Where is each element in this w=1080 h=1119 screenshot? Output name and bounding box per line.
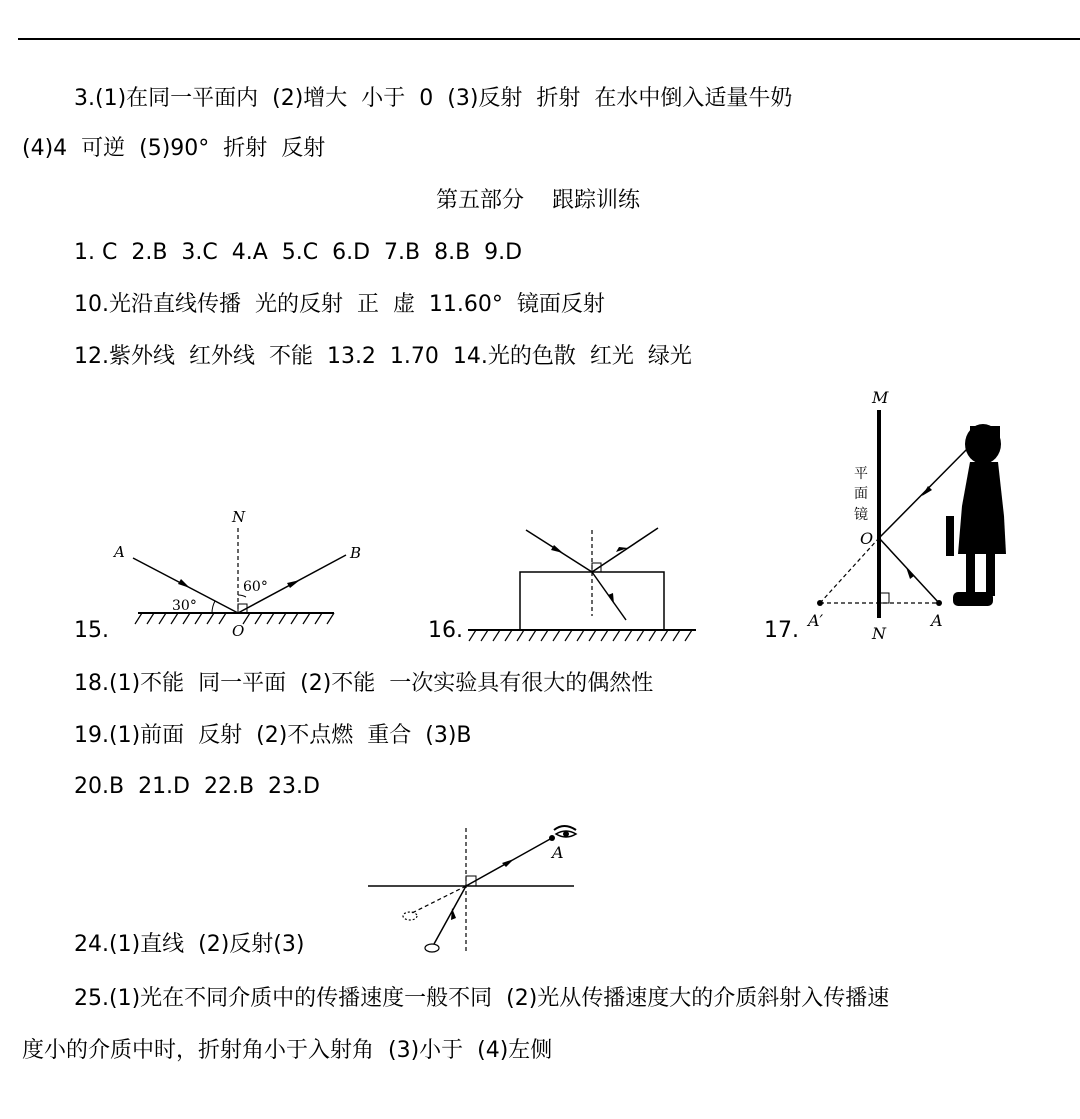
answer-line-10-11: 10.光沿直线传播 光的反射 正 虚 11.60° 镜面反射 bbox=[74, 292, 605, 317]
girl-silhouette-icon bbox=[946, 424, 1006, 606]
fig17-label-o: O bbox=[860, 529, 874, 548]
answer-line-3: 3.(1)在同一平面内 (2)增大 小于 0 (3)反射 折射 在水中倒入适量牛奶 bbox=[74, 86, 793, 111]
answer-line-24: 24.(1)直线 (2)反射(3) bbox=[74, 932, 305, 957]
fig15-label-a: A bbox=[114, 543, 125, 561]
fig17-label-a-prime: A′ bbox=[808, 611, 824, 630]
answer-line-20-23: 20.B 21.D 22.B 23.D bbox=[74, 774, 320, 799]
answer-line-25-cont: 度小的介质中时，折射角小于入射角 (3)小于 (4)左侧 bbox=[22, 1038, 553, 1063]
q15-label: 15. bbox=[74, 618, 109, 643]
fig17-label-m: M bbox=[872, 388, 889, 407]
fig17-mirror-char-1: 平 bbox=[854, 466, 868, 482]
figure-16-refraction bbox=[468, 520, 708, 640]
fig15-angle-60: 60° bbox=[243, 579, 268, 595]
fig15-angle-30: 30° bbox=[172, 598, 197, 614]
answer-line-18: 18.(1)不能 同一平面 (2)不能 一次实验具有很大的偶然性 bbox=[74, 671, 654, 696]
fig15-label-n: N bbox=[232, 508, 246, 526]
fig15-label-o: O bbox=[232, 622, 245, 640]
fig17-label-a: A bbox=[931, 611, 943, 630]
fig17-mirror-char-2: 面 bbox=[854, 486, 868, 502]
top-rule bbox=[18, 38, 1080, 40]
figure-15-reflection bbox=[110, 500, 362, 640]
figure-17-mirror bbox=[810, 386, 1010, 648]
section-title: 第五部分 跟踪训练 bbox=[436, 188, 640, 213]
q17-label: 17. bbox=[764, 618, 799, 643]
answer-line-12-14: 12.紫外线 红外线 不能 13.2 1.70 14.光的色散 红光 绿光 bbox=[74, 344, 692, 369]
answer-line-25: 25.(1)光在不同介质中的传播速度一般不同 (2)光从传播速度大的介质斜射入传播速 bbox=[74, 986, 890, 1011]
fig24-label-a: A bbox=[552, 843, 564, 862]
fig15-label-b: B bbox=[350, 544, 362, 562]
answer-line-3-cont: (4)4 可逆 (5)90° 折射 反射 bbox=[22, 136, 326, 161]
figure-24-refraction bbox=[366, 820, 596, 960]
fig17-mirror-char-3: 镜 bbox=[854, 507, 868, 523]
q16-label: 16. bbox=[428, 618, 463, 643]
eye-icon bbox=[554, 826, 576, 837]
fig17-label-n: N bbox=[872, 624, 886, 643]
answer-line-1-9: 1. C 2.B 3.C 4.A 5.C 6.D 7.B 8.B 9.D bbox=[74, 240, 523, 265]
answer-line-19: 19.(1)前面 反射 (2)不点燃 重合 (3)B bbox=[74, 723, 472, 748]
